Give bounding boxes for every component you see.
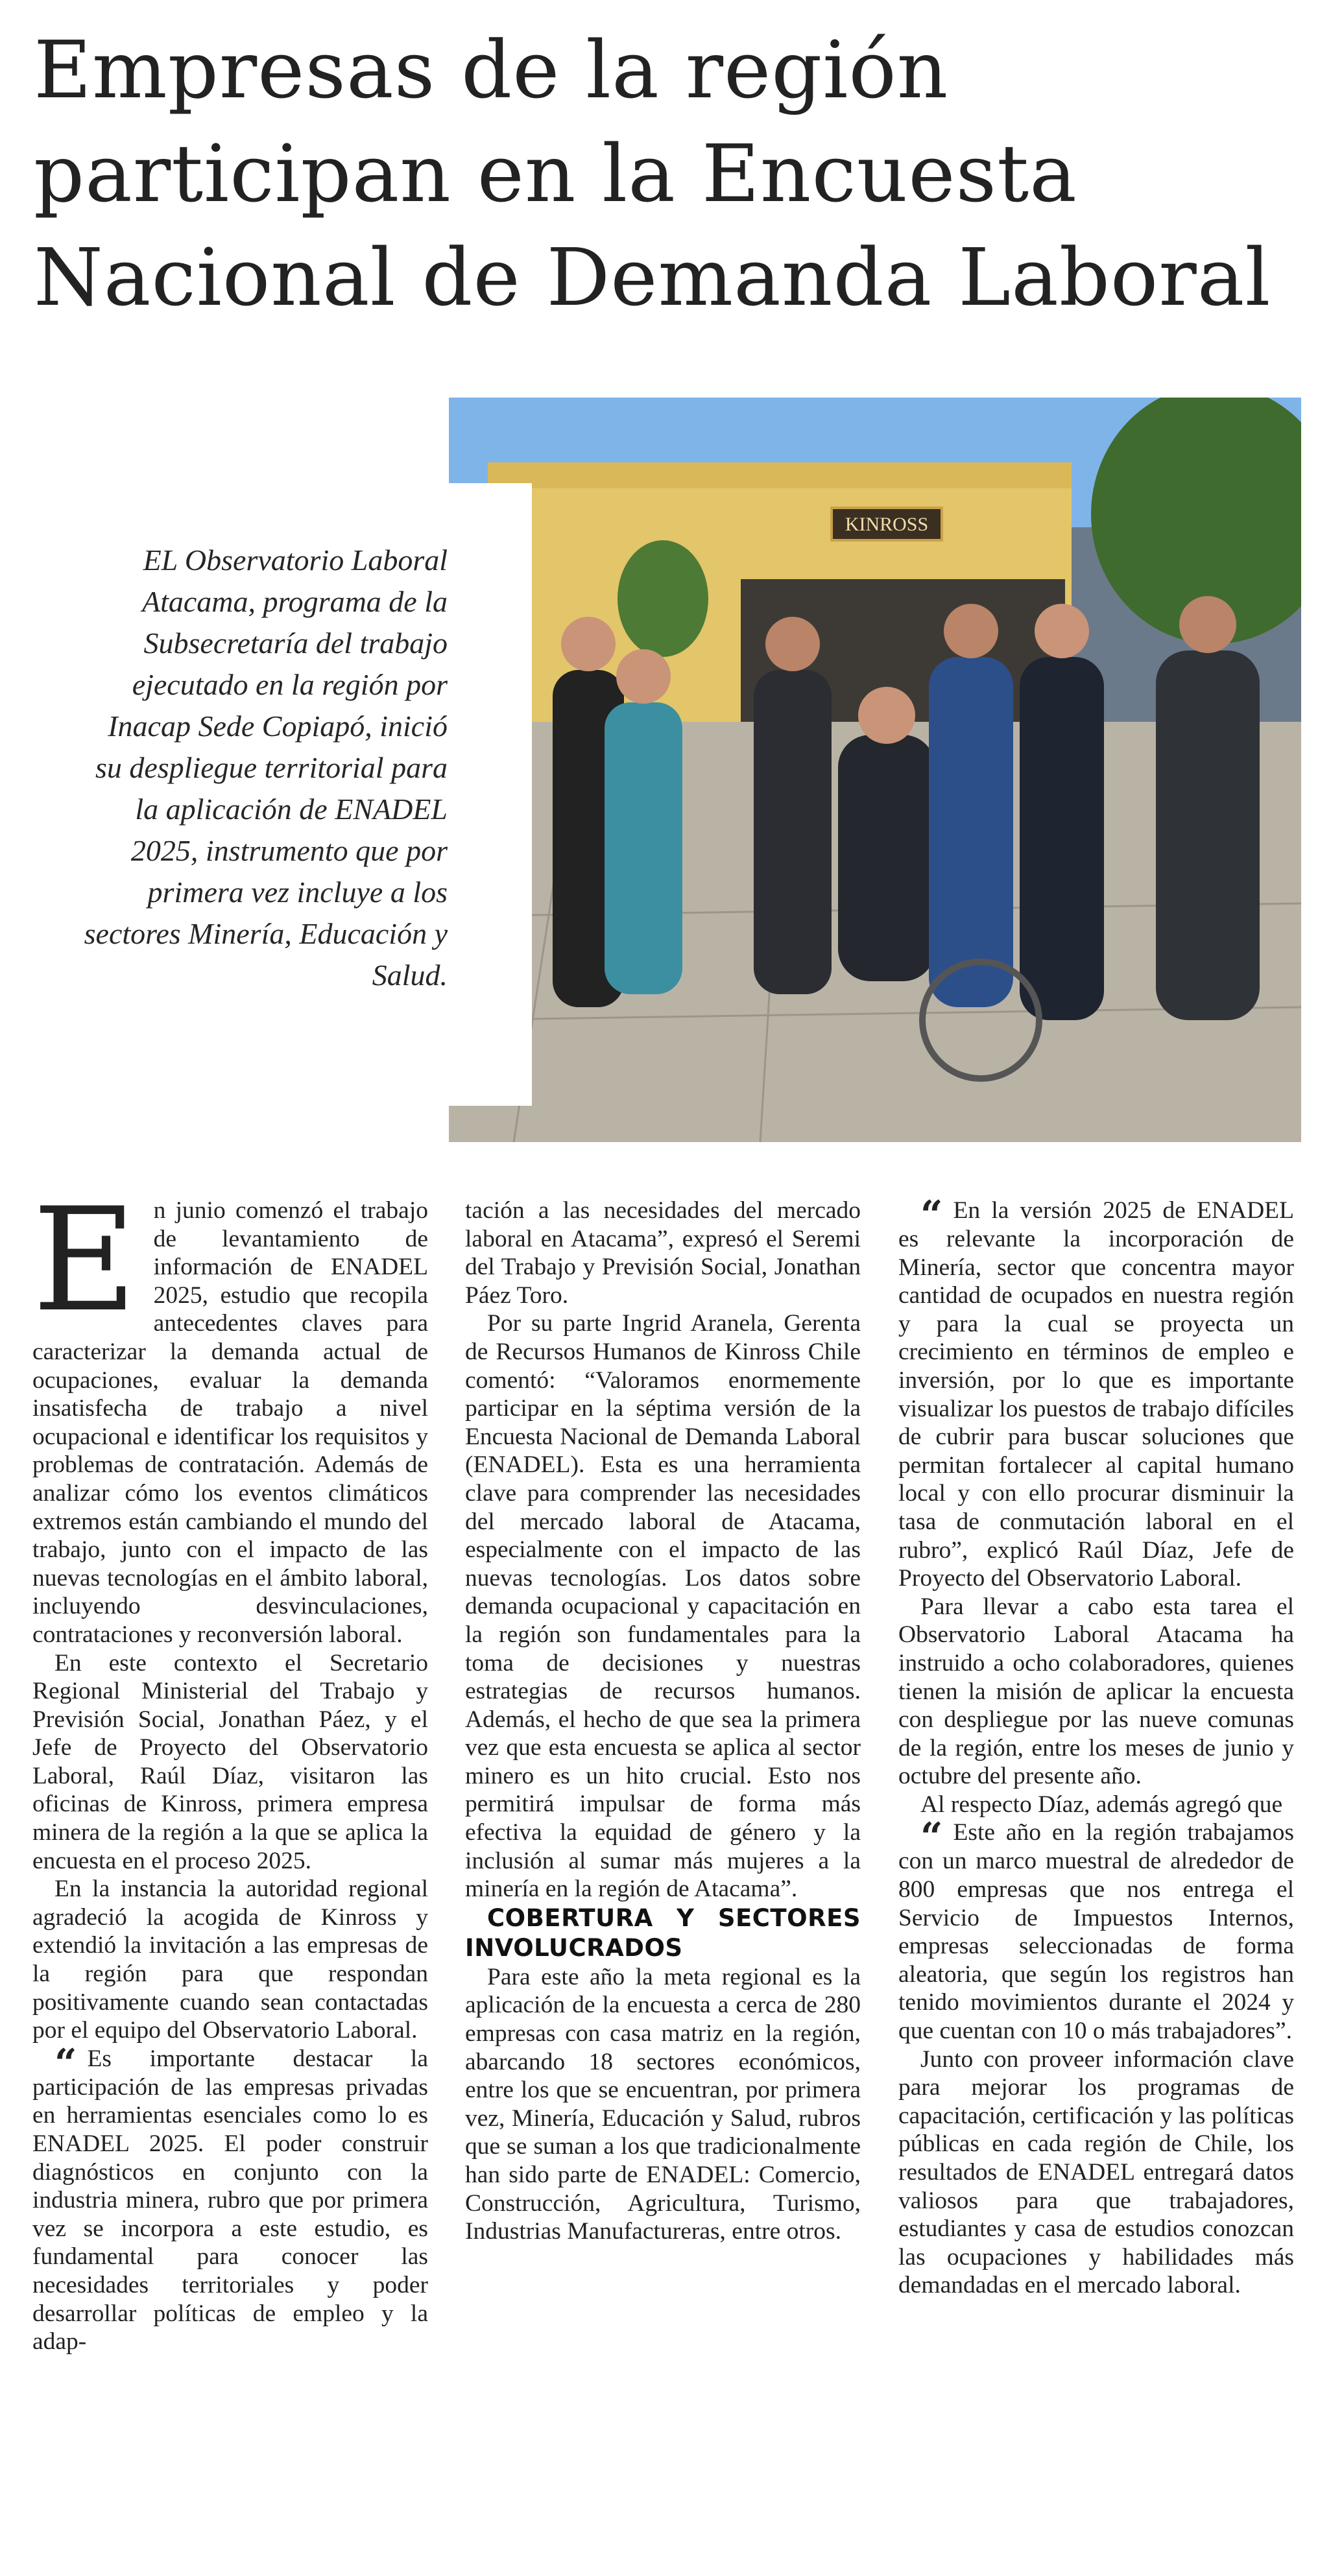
quote-paragraph	[32, 2040, 428, 2356]
headline: Empresas de la región participan en la Encuesta Nacional de Demanda Laboral	[34, 24, 1271, 324]
paragraph: Junto con proveer información clave para mejorar los programas de capacitación, certificación y las políticas públicas en cada región de Chile, los resultados de ENADEL entregará datos valiosos para que trabajadores, estudiantes y casa de estudios conozcan las ocupaciones y habilidades más demandadas en el mercado laboral.	[898, 2045, 1294, 2299]
quote-paragraph	[898, 1193, 1294, 1593]
paragraph-text: Es importante destacar la participación de las empresas privadas en herramientas esenciales como lo es ENADEL 2025. El poder construir diagnósticos en conjunto con la industria minera, rubro que por primera vez se incorpora a este estudio, es fundamental para conocer las necesidades territoriales y poder desarrollar políticas de empleo y la adap-	[32, 2045, 428, 2355]
photo-text-inset	[449, 483, 532, 1106]
quote-mark-icon: “	[920, 1193, 943, 1238]
paragraph: En la instancia la autoridad regional agradeció la acogida de Kinross y extendió la invitación a las empresas de la región para que respondan positivamente cuando sean contactadas por el equipo del Observatorio Laboral.	[32, 1876, 428, 2044]
quote-mark-icon: “	[920, 1815, 943, 1861]
column-3	[898, 1193, 1294, 2300]
paragraph: Para llevar a cabo esta tarea el Observatorio Laboral Atacama ha instruido a ocho colaboradores, quienes tienen la misión de aplicar la encuesta con despliegue por las nueve comunas de la región, entre los meses de junio y octubre del presente año.	[898, 1593, 1294, 1790]
article-photo	[449, 398, 1301, 1142]
lede: EL Observatorio Laboral Atacama, programa de la Subsecretaría del trabajo ejecutado en la región por Inacap Sede Copiapó, inició su despliegue territorial para la aplicación de ENADEL 2025, instrumento que por primera vez incluye a los sectores Minería, Educación y Salud.	[84, 543, 448, 992]
paragraph: Por su parte Ingrid Aranela, Gerenta de Recursos Humanos de Kinross Chile comentó: “Valoramos enormemente participar en la séptima versión de la Encuesta Nacional de Demanda Laboral (ENADEL). Esta es una herramienta clave para comprender las necesidades del mercado laboral de Atacama, especialmente con el impacto de las nuevas tecnologías. Los datos sobre demanda ocupacional y capacitación en la región son fundamentales para la toma de decisiones y nuestras estrategias de recursos humanos. Además, el hecho de que sea la primera vez que esta encuesta se aplica al sector minero es un hito crucial. Esto nos permitirá impulsar de forma más efectiva la equidad de género y la inclusión al sumar más mujeres a la minería en la región de Atacama”.	[465, 1310, 861, 1903]
drop-cap: E	[32, 1177, 137, 1343]
paragraph: Para este año la meta regional es la aplicación de la encuesta a cerca de 280 empresas con casa matriz en la región, abarcando 18 sectores económicos, entre los que se encuentran, por primera vez, Minería, Educación y Salud, rubros que se suman a los que tradicionalmente han sido parte de ENADEL: Comercio, Construcción, Agricultura, Turismo, Industrias Manufactureras, entre otros.	[465, 1963, 861, 2245]
column-2	[465, 1197, 861, 2246]
paragraph: En este contexto el Secretario Regional Ministerial del Trabajo y Previsión Social, Jonathan Páez, y el Jefe de Proyecto del Observatorio Laboral, Raúl Díaz, visitaron las oficinas de Kinross, primera empresa minera de la región a la que se aplica la encuesta en el proceso 2025.	[32, 1649, 428, 1874]
paragraph-text: En la versión 2025 de ENADEL es relevante la incorporación de Minería, sector que concentra mayor cantidad de ocupados en nuestra región y para la cual se proyecta un crecimiento en términos de empleo e inversión, por lo que es importante visualizar los puestos de trabajo difíciles de cubrir para buscar soluciones que permitan fortalecer al capital humano local y con ello procurar disminuir la tasa de conmutación laboral en el rubro”, explicó Raúl Díaz, Jefe de Proyecto del Observatorio Laboral.	[898, 1197, 1294, 1592]
quote-paragraph	[898, 1815, 1294, 2045]
paragraph: tación a las necesidades del mercado laboral en Atacama”, expresó el Seremi del Trabajo y Previsión Social, Jonathan Páez Toro.	[465, 1197, 861, 1309]
section-subhead: COBERTURA Y SECTORES INVOLUCRADOS	[465, 1903, 861, 1962]
column-1	[32, 1177, 428, 2356]
kinross-sign-text: KINROSS	[845, 514, 929, 535]
paragraph-text: n junio comenzó el trabajo de levantamiento de información de ENADEL 2025, estudio que recopila antecedentes claves para caracterizar la demanda actual de ocupaciones, evaluar la demanda insatisfecha de trabajo a nivel ocupacional e identificar los requisitos y problemas de contratación. Además de analizar cómo los eventos climáticos extremos están cambiando el mundo del trabajo, junto con el impacto de las nuevas tecnologías en el ámbito laboral, incluyendo desvinculaciones, contrataciones y reconversión laboral.	[32, 1197, 428, 1648]
paragraph: Al respecto Díaz, además agregó que	[920, 1791, 1283, 1818]
paragraph-text: Este año en la región trabajamos con un marco muestral de alrededor de 800 empresas que nos entrega el Servicio de Impuestos Internos, empresas seleccionadas de forma aleatoria, que según los registros han tenido movimientos durante el 2024 y que cuentan con 10 o más trabajadores”.	[898, 1819, 1294, 2045]
paragraph	[32, 1177, 428, 1649]
quote-mark-icon: “	[54, 2040, 77, 2086]
group-photo-illustration	[449, 398, 1301, 1142]
